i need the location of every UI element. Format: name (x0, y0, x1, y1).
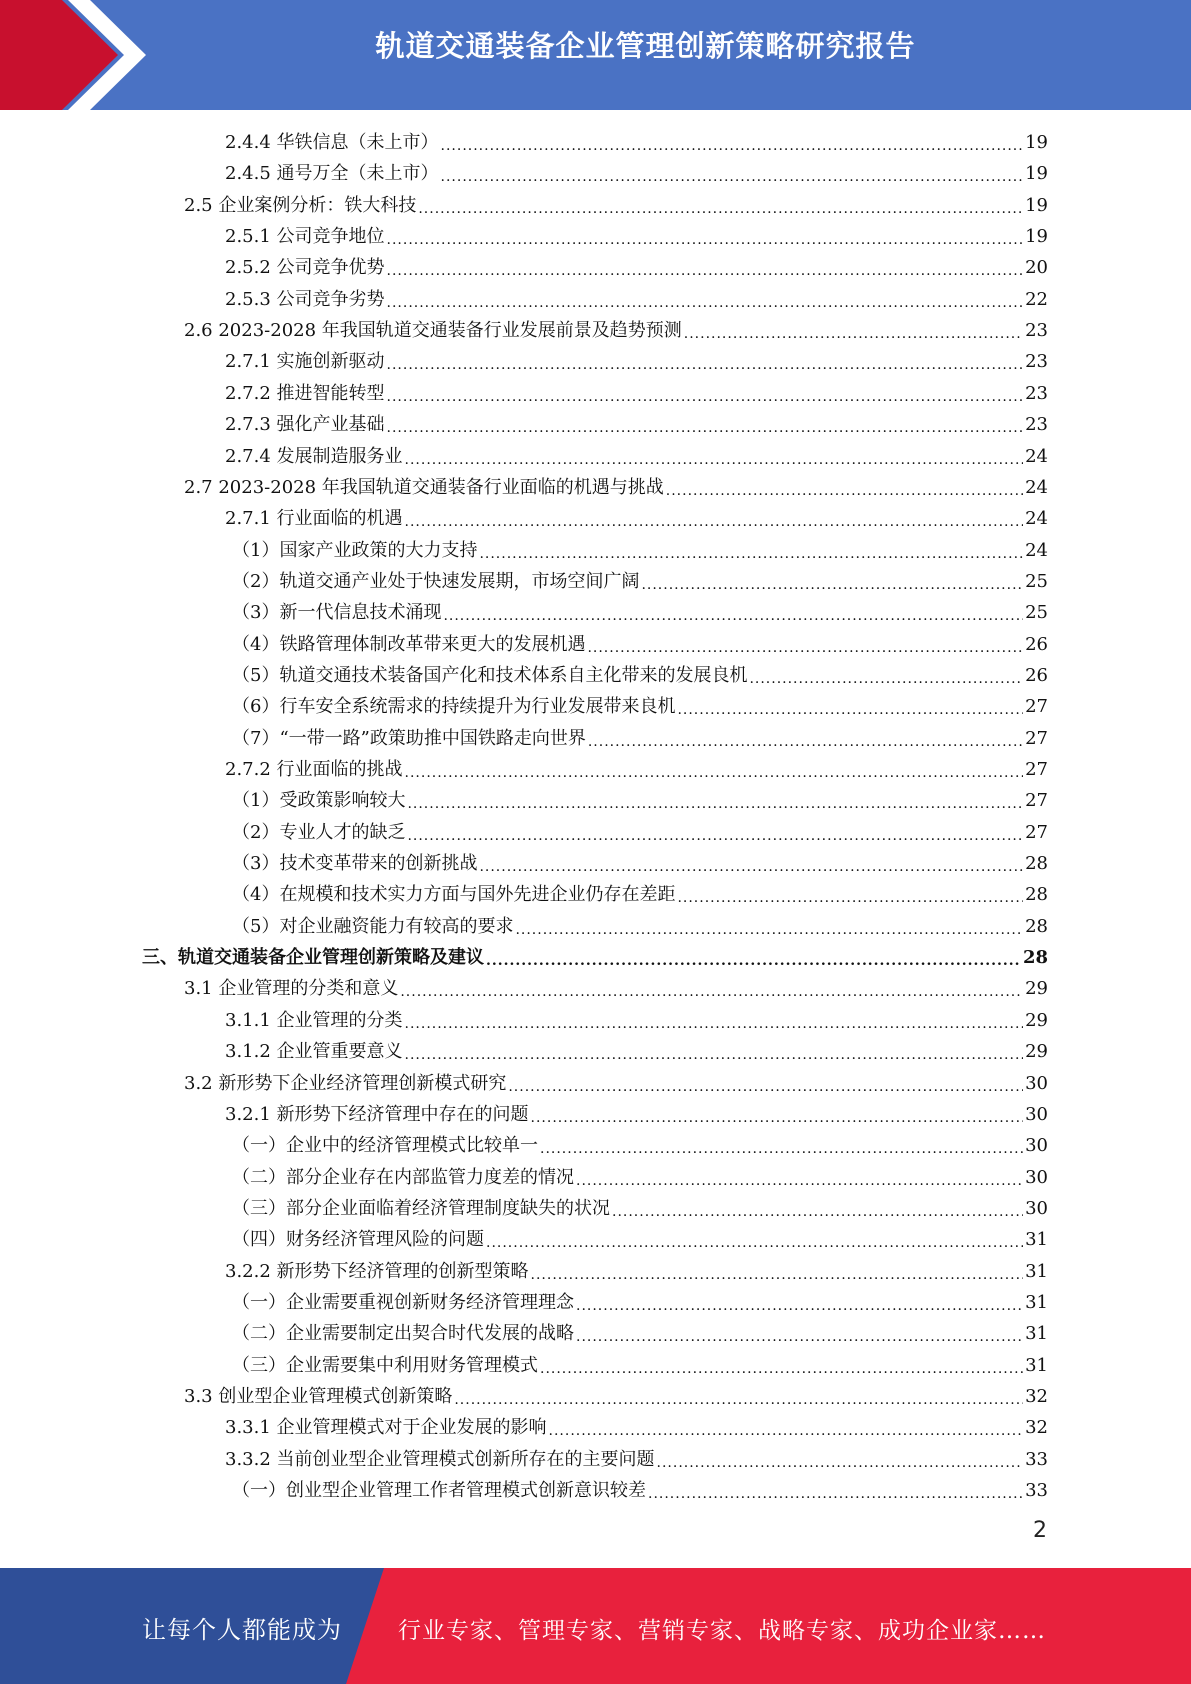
toc-entry-page: 30 (1025, 1167, 1048, 1188)
toc-entry-page: 19 (1025, 163, 1048, 184)
toc-entry-label: 2.5.1 公司竞争地位 (225, 226, 385, 247)
toc-entry-label: （2）专业人才的缺乏 (232, 822, 406, 843)
toc-dot-leader (405, 754, 1024, 785)
toc-dot-leader (486, 942, 1021, 973)
toc-entry-page: 30 (1025, 1073, 1048, 1094)
toc-entry-label: （4）铁路管理体制改革带来更大的发展机遇 (232, 634, 586, 655)
toc-entry-page: 24 (1025, 477, 1048, 498)
toc-entry-page: 24 (1025, 446, 1048, 467)
toc-dot-leader (641, 566, 1023, 597)
toc-entry-label: （1）受政策影响较大 (232, 790, 406, 811)
toc-entry-page: 31 (1025, 1229, 1048, 1250)
toc-entry-label: 2.7.3 强化产业基础 (225, 414, 385, 435)
toc-entry-page: 25 (1025, 571, 1048, 592)
toc-entry[interactable] (225, 754, 1048, 785)
toc-dot-leader (531, 1099, 1024, 1130)
toc-dot-leader (405, 503, 1024, 534)
toc-entry-label: 2.7.1 行业面临的机遇 (225, 508, 403, 529)
toc-entry[interactable] (184, 472, 1048, 503)
toc-entry[interactable] (225, 1256, 1048, 1287)
toc-entry-label: 3.2.1 新形势下经济管理中存在的问题 (225, 1104, 529, 1125)
toc-entry-page: 29 (1025, 1041, 1048, 1062)
toc-entry-page: 27 (1025, 822, 1048, 843)
toc-entry-page: 28 (1022, 947, 1048, 968)
toc-entry-label: （四）财务经济管理风险的问题 (232, 1229, 484, 1250)
toc-entry-page: 33 (1025, 1449, 1048, 1470)
toc-entry[interactable] (232, 1130, 1048, 1161)
toc-entry-label: 3.3.2 当前创业型企业管理模式创新所存在的主要问题 (225, 1449, 655, 1470)
toc-dot-leader (387, 409, 1024, 440)
toc-entry-page: 25 (1025, 602, 1048, 623)
toc-entry[interactable] (232, 1193, 1048, 1224)
toc-dot-leader (407, 817, 1023, 848)
toc-dot-leader (418, 190, 1023, 221)
toc-entry-page: 26 (1025, 634, 1048, 655)
toc-entry[interactable] (184, 1068, 1048, 1099)
toc-entry-page: 24 (1025, 540, 1048, 561)
toc-dot-leader (387, 284, 1024, 315)
toc-dot-leader (576, 1287, 1023, 1318)
toc-entry-page: 29 (1025, 978, 1048, 999)
toc-entry[interactable] (225, 158, 1048, 189)
toc-entry-label: 2.7 2023-2028 年我国轨道交通装备行业面临的机遇与挑战 (184, 477, 664, 498)
toc-dot-leader (400, 973, 1023, 1004)
toc-entry[interactable] (232, 1287, 1048, 1318)
toc-entry[interactable] (232, 1318, 1048, 1349)
toc-dot-leader (405, 1005, 1024, 1036)
toc-dot-leader (684, 315, 1023, 346)
footer-slogan-left: 让每个人都能成为 (142, 1616, 342, 1644)
toc-dot-leader (648, 1475, 1023, 1506)
toc-entry[interactable] (232, 1350, 1048, 1381)
toc-entry[interactable] (225, 221, 1048, 252)
toc-entry-page: 31 (1025, 1292, 1048, 1313)
toc-entry-label: （一）创业型企业管理工作者管理模式创新意识较差 (232, 1480, 646, 1501)
toc-entry-label: （3）新一代信息技术涌现 (232, 602, 442, 623)
toc-entry-label: （3）技术变革带来的创新挑战 (232, 853, 478, 874)
toc-entry-label: 2.6 2023-2028 年我国轨道交通装备行业发展前景及趋势预测 (184, 320, 682, 341)
toc-dot-leader (454, 1381, 1023, 1412)
toc-entry-label: （4）在规模和技术实力方面与国外先进企业仍存在差距 (232, 884, 676, 905)
toc-dot-leader (479, 535, 1023, 566)
toc-dot-leader (508, 1068, 1023, 1099)
toc-entry-label: （二）企业需要制定出契合时代发展的战略 (232, 1323, 574, 1344)
toc-entry-page: 27 (1025, 790, 1048, 811)
toc-entry-page: 23 (1025, 351, 1048, 372)
toc-entry[interactable] (232, 535, 1048, 566)
toc-entry-label: 2.5 企业案例分析：铁大科技 (184, 195, 417, 216)
toc-entry[interactable] (184, 315, 1048, 346)
toc-entry-page: 31 (1025, 1355, 1048, 1376)
toc-entry-page: 30 (1025, 1135, 1048, 1156)
toc-dot-leader (479, 848, 1023, 879)
toc-entry[interactable] (232, 597, 1048, 628)
toc-dot-leader (612, 1193, 1023, 1224)
toc-dot-leader (441, 127, 1024, 158)
toc-entry[interactable] (232, 566, 1048, 597)
toc-entry-page: 23 (1025, 320, 1048, 341)
toc-entry[interactable] (232, 691, 1048, 722)
toc-dot-leader (576, 1162, 1023, 1193)
toc-entry-label: （三）企业需要集中利用财务管理模式 (232, 1355, 538, 1376)
toc-entry[interactable] (225, 1444, 1048, 1475)
toc-entry-label: （1）国家产业政策的大力支持 (232, 540, 478, 561)
toc-entry[interactable] (225, 1099, 1048, 1130)
toc-dot-leader (387, 221, 1024, 252)
toc-entry[interactable] (232, 1224, 1048, 1255)
toc-dot-leader (749, 660, 1023, 691)
toc-entry-label: 3.1.1 企业管理的分类 (225, 1010, 403, 1031)
toc-entry-page: 20 (1025, 257, 1048, 278)
toc-entry-label: 3.2 新形势下企业经济管理创新模式研究 (184, 1073, 507, 1094)
toc-entry[interactable] (184, 190, 1048, 221)
toc-dot-leader (441, 158, 1024, 189)
footer-slogan-right: 行业专家、管理专家、营销专家、战略专家、成功企业家…… (398, 1618, 1046, 1644)
toc-entry-label: （二）部分企业存在内部监管力度差的情况 (232, 1167, 574, 1188)
toc-dot-leader (587, 629, 1023, 660)
toc-dot-leader (387, 378, 1024, 409)
toc-entry-label: 2.7.2 推进智能转型 (225, 383, 385, 404)
toc-entry[interactable] (225, 1412, 1048, 1443)
toc-entry-page: 23 (1025, 383, 1048, 404)
toc-entry[interactable] (232, 660, 1048, 691)
toc-entry[interactable] (232, 1475, 1048, 1506)
toc-dot-leader (588, 723, 1023, 754)
toc-entry-label: （三）部分企业面临着经济管理制度缺失的状况 (232, 1198, 610, 1219)
toc-dot-leader (666, 472, 1023, 503)
toc-entry-page: 31 (1025, 1323, 1048, 1344)
toc-entry[interactable] (225, 346, 1048, 377)
toc-dot-leader (515, 911, 1023, 942)
toc-entry-page: 32 (1025, 1417, 1048, 1438)
toc-entry[interactable] (225, 503, 1048, 534)
toc-entry-page: 19 (1025, 132, 1048, 153)
toc-dot-leader (540, 1130, 1023, 1161)
toc-entry[interactable] (142, 942, 1048, 973)
toc-dot-leader (576, 1318, 1023, 1349)
toc-entry[interactable] (232, 817, 1048, 848)
toc-entry[interactable] (225, 441, 1048, 472)
toc-dot-leader (407, 785, 1023, 816)
toc-entry[interactable] (232, 911, 1048, 942)
toc-entry-label: 2.5.2 公司竞争优势 (225, 257, 385, 278)
page-header (0, 0, 1191, 110)
toc-entry[interactable] (225, 252, 1048, 283)
toc-entry-page: 32 (1025, 1386, 1048, 1407)
toc-entry-label: （5）对企业融资能力有较高的要求 (232, 916, 514, 937)
toc-entry-page: 28 (1025, 853, 1048, 874)
toc-dot-leader (486, 1224, 1023, 1255)
toc-entry-page: 22 (1025, 289, 1048, 310)
toc-entry-label: （5）轨道交通技术装备国产化和技术体系自主化带来的发展良机 (232, 665, 748, 686)
toc-entry-label: 3.3.1 企业管理模式对于企业发展的影响 (225, 1417, 547, 1438)
toc-dot-leader (531, 1256, 1024, 1287)
toc-entry-label: 2.7.1 实施创新驱动 (225, 351, 385, 372)
toc-entry[interactable] (232, 723, 1048, 754)
toc-dot-leader (405, 441, 1024, 472)
toc-entry[interactable] (232, 629, 1048, 660)
toc-entry[interactable] (232, 1162, 1048, 1193)
toc-entry-page: 30 (1025, 1104, 1048, 1125)
toc-entry-label: 3.1.2 企业管重要意义 (225, 1041, 403, 1062)
toc-dot-leader (443, 597, 1023, 628)
toc-entry-label: 2.7.2 行业面临的挑战 (225, 759, 403, 780)
toc-entry[interactable] (225, 284, 1048, 315)
toc-dot-leader (657, 1444, 1024, 1475)
toc-entry[interactable] (232, 879, 1048, 910)
toc-entry-page: 19 (1025, 195, 1048, 216)
toc-entry-label: 3.2.2 新形势下经济管理的创新型策略 (225, 1261, 529, 1282)
toc-entry-page: 29 (1025, 1010, 1048, 1031)
toc-entry-label: （一）企业中的经济管理模式比较单一 (232, 1135, 538, 1156)
toc-entry-page: 27 (1025, 696, 1048, 717)
toc-entry[interactable] (232, 785, 1048, 816)
page-number: 2 (1033, 1518, 1047, 1543)
toc-entry-label: （一）企业需要重视创新财务经济管理理念 (232, 1292, 574, 1313)
toc-entry-label: 2.7.4 发展制造服务业 (225, 446, 403, 467)
toc-entry-page: 26 (1025, 665, 1048, 686)
toc-entry-page: 28 (1025, 884, 1048, 905)
toc-entry-label: 3.3 创业型企业管理模式创新策略 (184, 1386, 453, 1407)
toc-entry[interactable] (225, 409, 1048, 440)
toc-entry-label: （6）行车安全系统需求的持续提升为行业发展带来良机 (232, 696, 676, 717)
toc-entry-label: 三、轨道交通装备企业管理创新策略及建议 (142, 947, 484, 968)
toc-dot-leader (677, 691, 1023, 722)
toc-entry-page: 24 (1025, 508, 1048, 529)
toc-entry[interactable] (225, 1036, 1048, 1067)
toc-dot-leader (540, 1350, 1023, 1381)
toc-dot-leader (677, 879, 1023, 910)
toc-entry[interactable] (232, 848, 1048, 879)
toc-entry-page: 31 (1025, 1261, 1048, 1282)
toc-entry-label: 2.4.4 华铁信息（未上市） (225, 132, 439, 153)
toc-entry-page: 27 (1025, 728, 1048, 749)
toc-entry-label: 2.5.3 公司竞争劣势 (225, 289, 385, 310)
toc-entry[interactable] (184, 973, 1048, 1004)
report-title: 轨道交通装备企业管理创新策略研究报告 (375, 29, 916, 63)
toc-entry-page: 28 (1025, 916, 1048, 937)
toc-entry-label: （2）轨道交通产业处于快速发展期，市场空间广阔 (232, 571, 640, 592)
toc-entry[interactable] (184, 1381, 1048, 1412)
toc-entry-label: 3.1 企业管理的分类和意义 (184, 978, 399, 999)
toc-entry-page: 33 (1025, 1480, 1048, 1501)
toc-entry-page: 30 (1025, 1198, 1048, 1219)
toc-entry-page: 23 (1025, 414, 1048, 435)
page-footer (0, 1568, 1191, 1684)
toc-dot-leader (387, 346, 1024, 377)
toc-entry-page: 19 (1025, 226, 1048, 247)
toc-dot-leader (387, 252, 1024, 283)
toc-entry[interactable] (225, 378, 1048, 409)
toc-dot-leader (405, 1036, 1024, 1067)
toc-entry-label: 2.4.5 通号万全（未上市） (225, 163, 439, 184)
toc-entry-page: 27 (1025, 759, 1048, 780)
toc-entry[interactable] (225, 1005, 1048, 1036)
toc-entry[interactable] (225, 127, 1048, 158)
toc-dot-leader (549, 1412, 1024, 1443)
toc-entry-label: （7）“一带一路”政策助推中国铁路走向世界 (232, 728, 586, 749)
